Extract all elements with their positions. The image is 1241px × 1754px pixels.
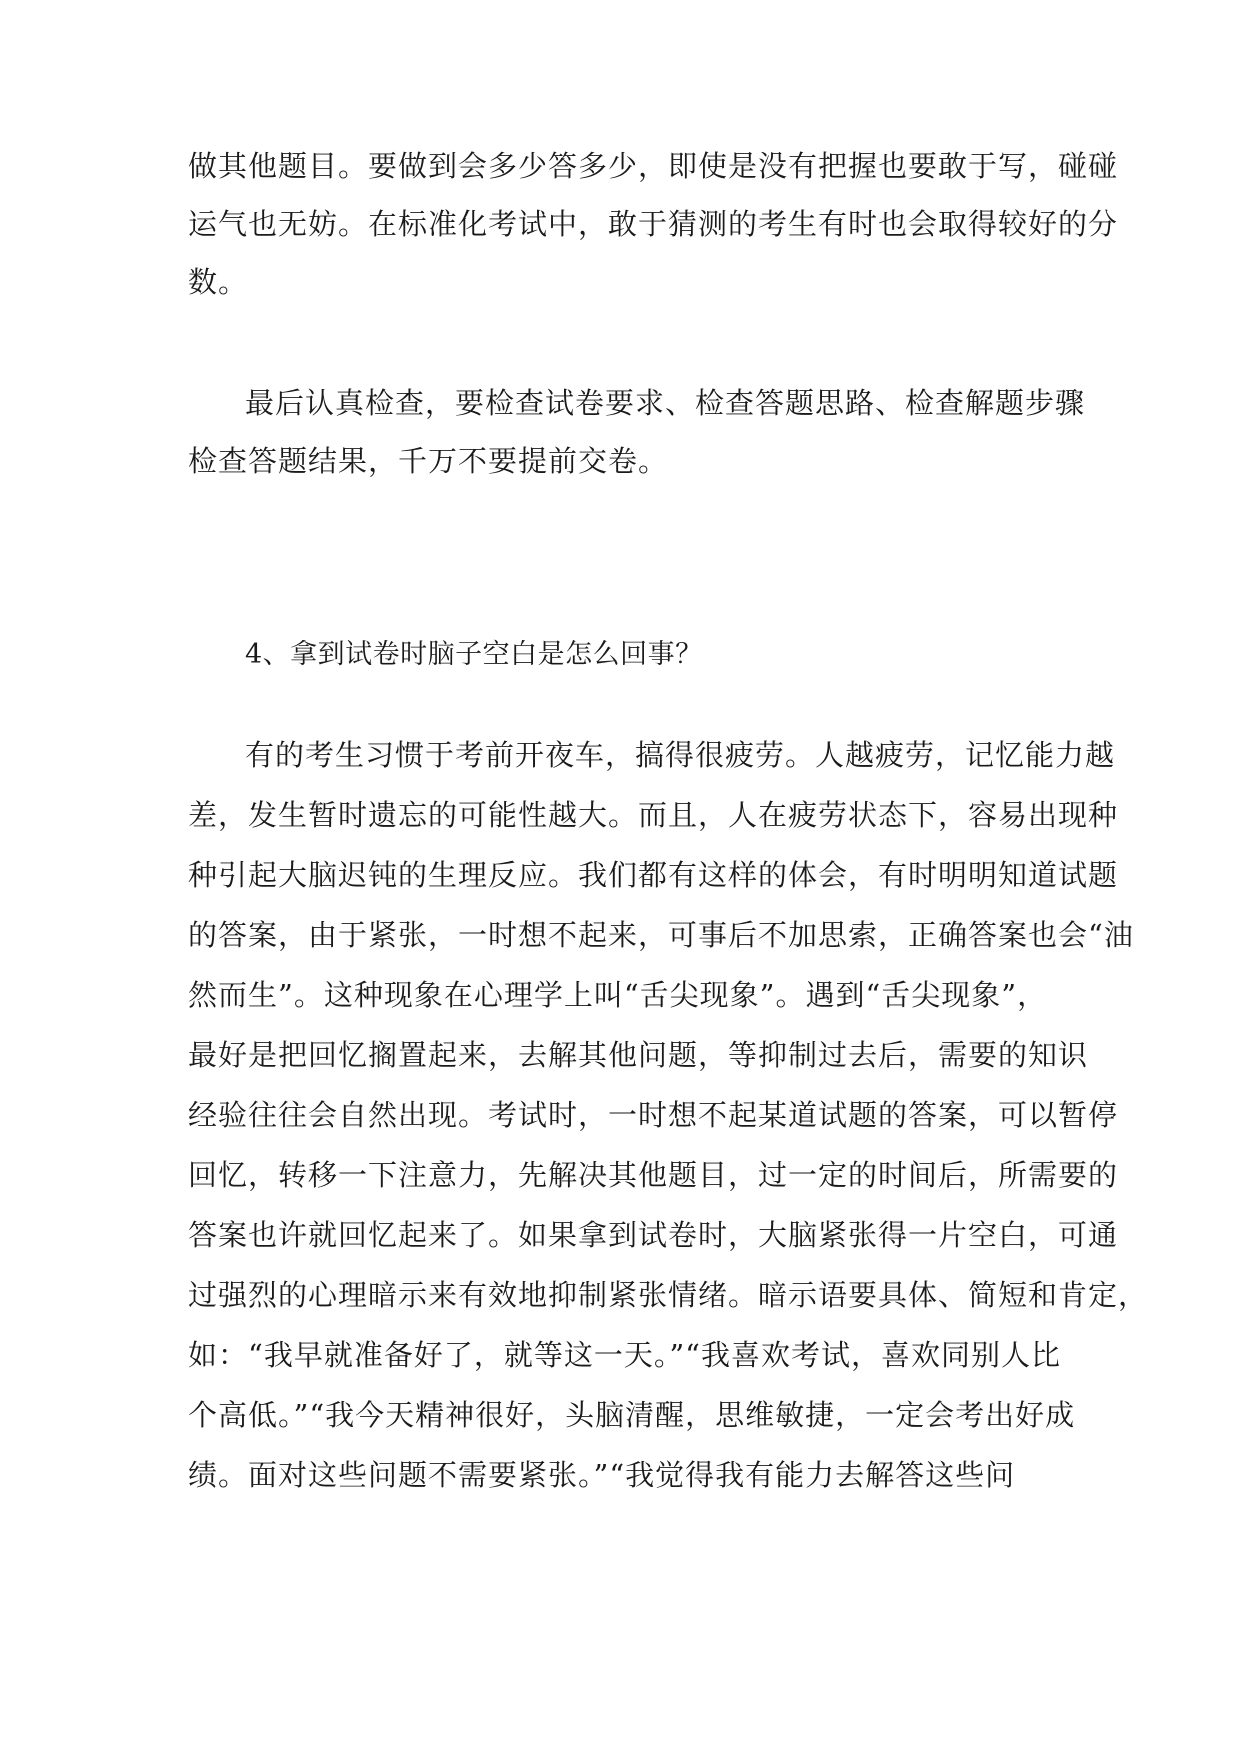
paragraph-2-line-2: 检查答题结果，千万不要提前交卷。 [188, 444, 669, 478]
paragraph-3-line-5: 然而生”。这种现象在心理学上叫“舌尖现象”。遇到“舌尖现象”， [188, 978, 1048, 1012]
paragraph-3-line-12: 个高低。”“我今天精神很好，头脑清醒，思维敏捷，一定会考出好成 [188, 1398, 1076, 1432]
section-heading: 4、拿到试卷时脑子空白是怎么回事？ [245, 639, 703, 670]
paragraph-2-line-1: 最后认真检查，要检查试卷要求、检查答题思路、检查解题步骤 [245, 386, 1086, 420]
paragraph-3-line-1: 有的考生习惯于考前开夜车，搞得很疲劳。人越疲劳，记忆能力越 [245, 738, 1116, 772]
paragraph-3-line-13: 绩。面对这些问题不需要紧张。”“我觉得我有能力去解答这些问 [188, 1458, 1016, 1492]
paragraph-1-line-2: 运气也无妨。在标准化考试中，敢于猜测的考生有时也会取得较好的分 [188, 207, 1119, 241]
paragraph-3-line-10: 过强烈的心理暗示来有效地抑制紧张情绪。暗示语要具体、简短和肯定， [188, 1278, 1149, 1312]
paragraph-3-line-11: 如：“我早就准备好了，就等这一天。”“我喜欢考试，喜欢同别人比 [188, 1338, 1061, 1372]
paragraph-3-line-3: 种引起大脑迟钝的生理反应。我们都有这样的体会，有时明明知道试题 [188, 858, 1119, 892]
paragraph-3-line-7: 经验往往会自然出现。考试时，一时想不起某道试题的答案，可以暂停 [188, 1098, 1119, 1132]
paragraph-3-line-2: 差，发生暂时遗忘的可能性越大。而且，人在疲劳状态下，容易出现种 [188, 798, 1119, 832]
paragraph-1-line-3: 数。 [188, 265, 249, 299]
paragraph-3-line-9: 答案也许就回忆起来了。如果拿到试卷时，大脑紧张得一片空白，可通 [188, 1218, 1119, 1252]
paragraph-3-line-4: 的答案，由于紧张，一时想不起来，可事后不加思索，正确答案也会“油 [188, 918, 1134, 952]
paragraph-3-line-8: 回忆，转移一下注意力，先解决其他题目，过一定的时间后，所需要的 [188, 1158, 1119, 1192]
paragraph-3-line-6: 最好是把回忆搁置起来，去解其他问题，等抑制过去后，需要的知识 [188, 1038, 1089, 1072]
paragraph-1-line-1: 做其他题目。要做到会多少答多少，即使是没有把握也要敢于写，碰碰 [188, 149, 1119, 183]
